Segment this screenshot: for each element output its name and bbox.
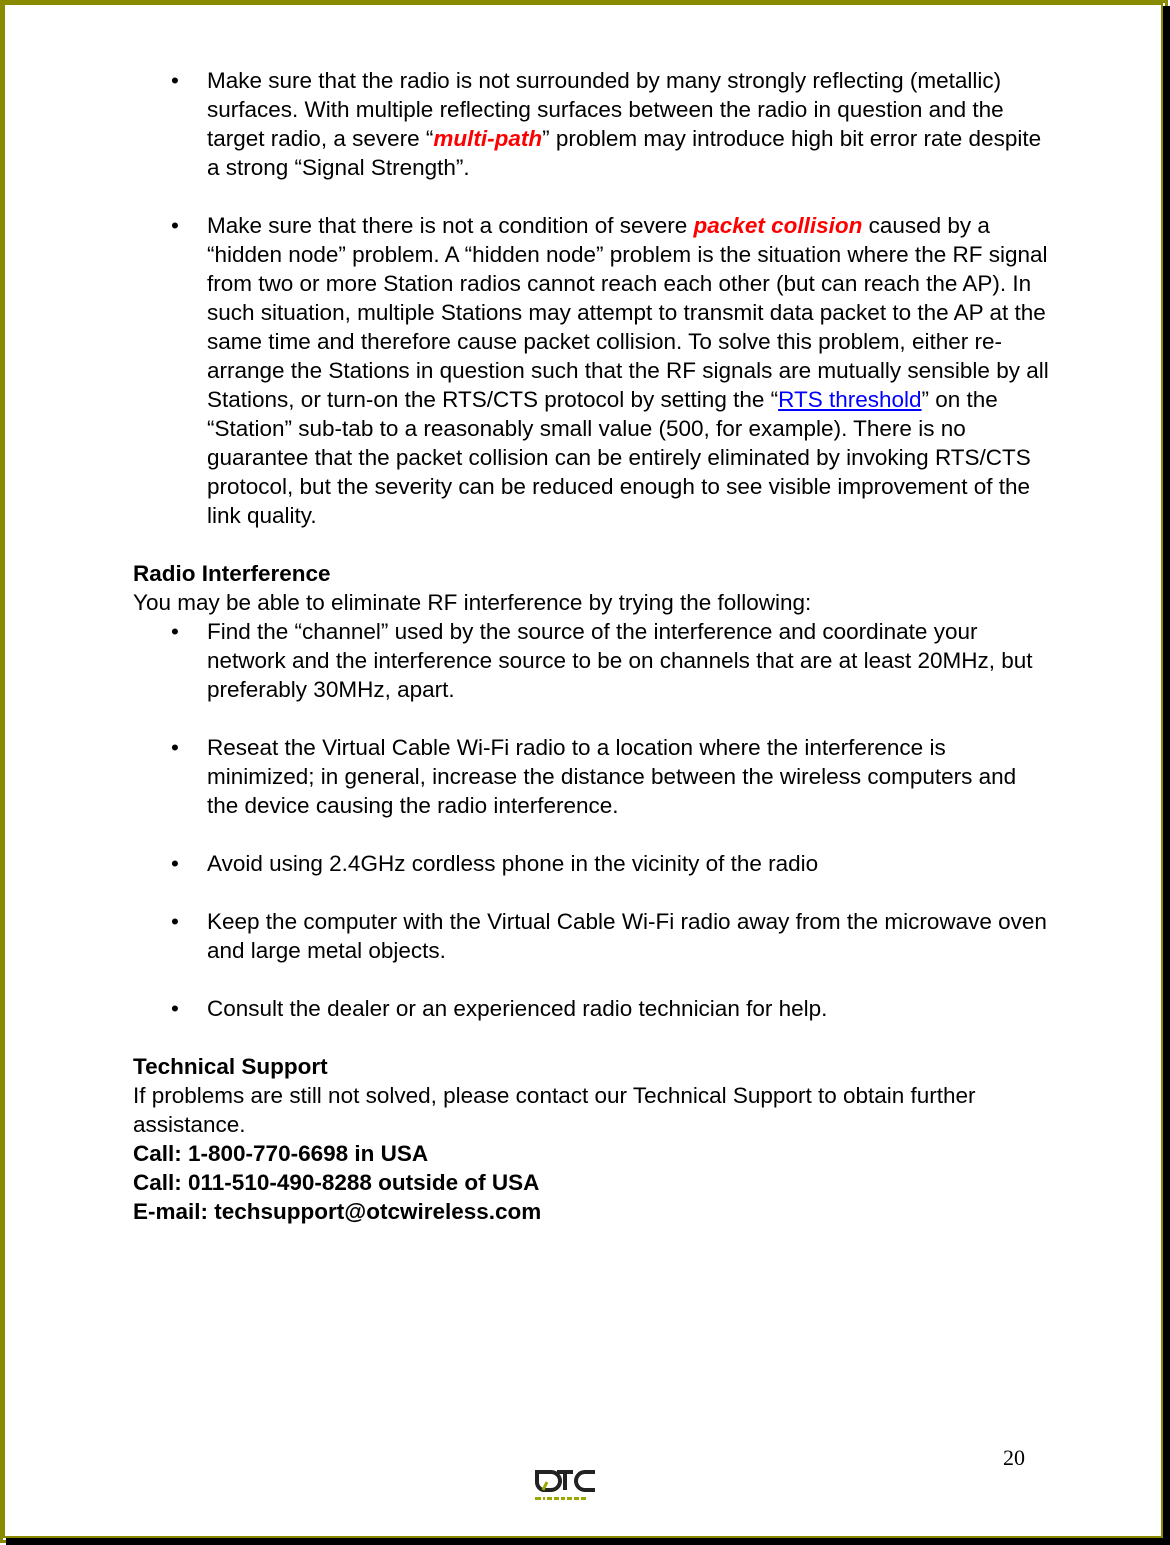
- bullet-dot: •: [171, 909, 179, 934]
- bullet-dot: •: [171, 619, 179, 644]
- radio-interference-intro: You may be able to eliminate RF interference by trying the following:: [133, 590, 812, 615]
- packet-collision-term: packet collision: [693, 213, 863, 238]
- bullet-dot: •: [171, 213, 179, 238]
- bullet-packet-collision: • Make sure that there is not a condition of severe packet collision caused by a “hidden node” problem. A “hidden node” problem is the situation where the RF signal from two or more Station radios cannot reach each other (but can reach the AP). In such situation, multiple Stations may attempt to transmit data packet to the AP at the same time and therefore cause packet collision. To solve this problem, either re-arrange the Stations in question such that the RF signals are mutually sensible by all Stations, or turn-on the RTS/CTS protocol by setting the “RTS threshold” on the “Station” sub-tab to a reasonably small value (500, for example). There is no guarantee that the packet collision can be entirely eliminated by invoking RTS/CTS protocol, but the severity can be reduced enough to see visible improvement of the link quality.: [171, 213, 1049, 528]
- bullet-microwave: • Keep the computer with the Virtual Cable Wi-Fi radio away from the microwave oven and large metal objects.: [171, 909, 1047, 963]
- technical-support-text: If problems are still not solved, please contact our Technical Support to obtain further assistance.: [133, 1083, 976, 1137]
- bullet-reseat: • Reseat the Virtual Cable Wi-Fi radio to a location where the interference is minimized; in general, increase the distance between the wireless computers and the device causing the radio interference.: [171, 735, 1017, 818]
- bullet-multipath: • Make sure that the radio is not surrounded by many strongly reflecting (metallic) surfaces. With multiple reflecting surfaces between the radio in question and the target radio, a severe “multi-path” problem may introduce high bit error rate despite a strong “Signal Strength”.: [171, 68, 1042, 180]
- bullet-consult: • Consult the dealer or an experienced radio technician for help.: [171, 996, 828, 1021]
- bullet-channel: • Find the “channel” used by the source of the interference and coordinate your network and the interference source to be on channels that are at least 20MHz, but preferably 30MHz, apart.: [171, 619, 1033, 702]
- support-email: E-mail: techsupport@otcwireless.com: [133, 1199, 542, 1224]
- phone-usa: Call: 1-800-770-6698 in USA: [133, 1141, 429, 1166]
- bullet-dot: •: [171, 735, 179, 760]
- bullet-cordless-phone: • Avoid using 2.4GHz cordless phone in the vicinity of the radio: [171, 851, 819, 876]
- multi-path-term: multi-path: [433, 126, 543, 151]
- bullet-dot: •: [171, 68, 179, 93]
- page-border-shadow-right: [1163, 6, 1170, 1545]
- otc-wireless-logo: [533, 1466, 599, 1504]
- rts-threshold-link[interactable]: RTS threshold: [778, 387, 922, 412]
- page-number: 20: [1003, 1445, 1025, 1470]
- page-content: [133, 66, 1053, 1226]
- bullet-dot: •: [171, 996, 179, 1021]
- phone-outside-usa: Call: 011-510-490-8288 outside of USA: [133, 1170, 540, 1195]
- technical-support-heading: Technical Support: [133, 1054, 328, 1079]
- radio-interference-heading: Radio Interference: [133, 561, 331, 586]
- bullet-dot: •: [171, 851, 179, 876]
- page-border-shadow-bottom: [6, 1538, 1170, 1545]
